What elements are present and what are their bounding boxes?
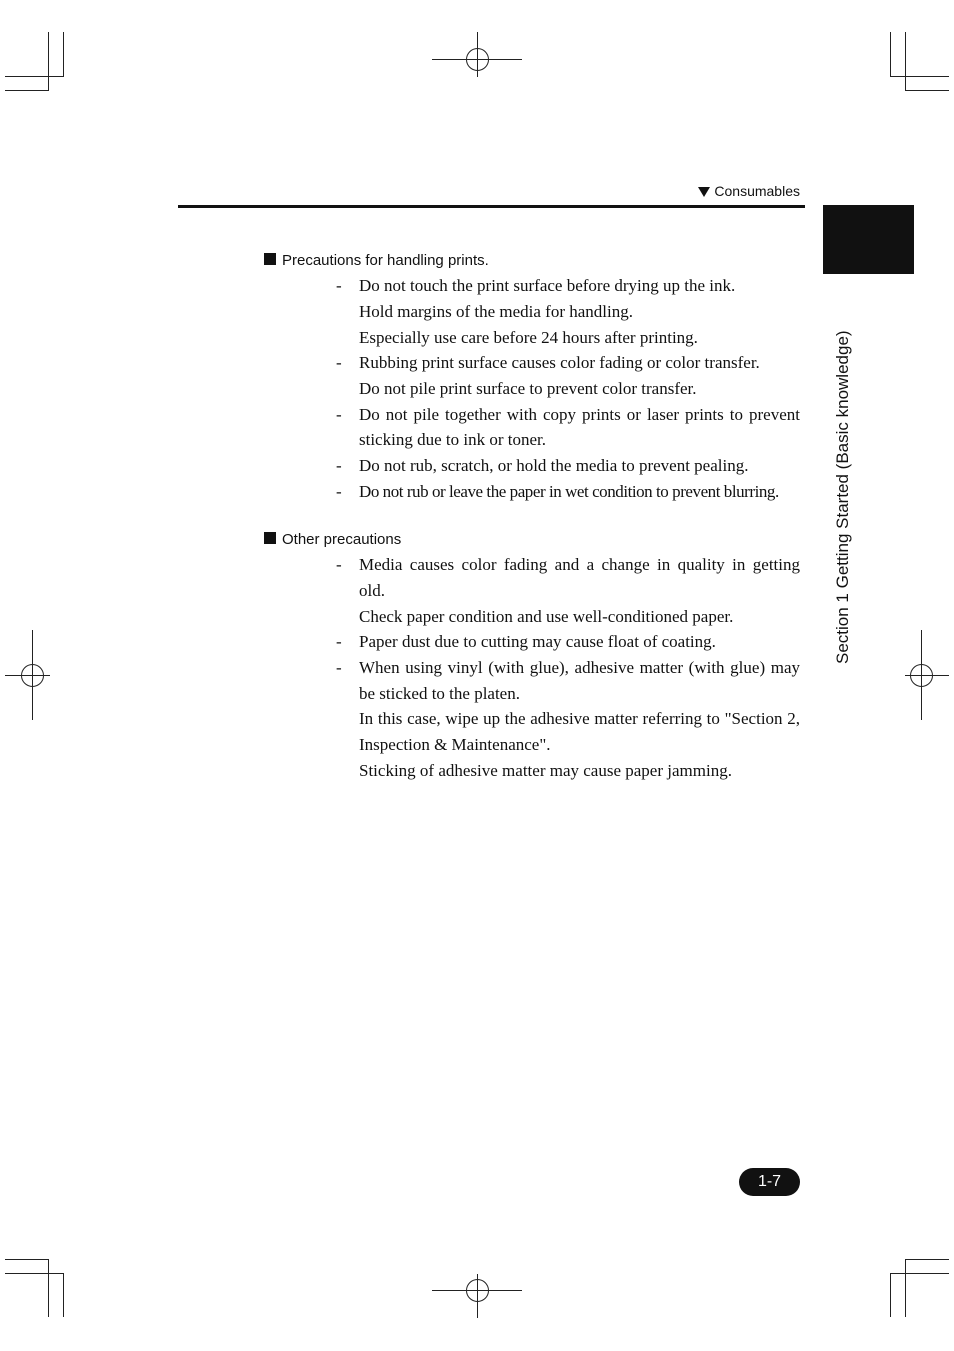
section-heading: [264, 531, 401, 548]
list-dash: -: [336, 405, 342, 424]
list-item-line: old.: [359, 581, 385, 600]
list-dash: -: [336, 456, 342, 475]
list-item-line: Sticking of adhesive matter may cause paper jamming.: [359, 761, 732, 780]
list-item-line: Do not rub or leave the paper in wet condition to prevent blurring.: [359, 482, 779, 501]
list-item-line: Media causes color fading and a change in quality in getting: [359, 555, 800, 574]
list-item-line: Especially use care before 24 hours after printing.: [359, 328, 698, 347]
header-rule: [178, 205, 805, 208]
running-header: [600, 183, 800, 199]
running-header-text: Consumables: [714, 183, 800, 199]
list-item-line: Hold margins of the media for handling.: [359, 302, 633, 321]
square-bullet-icon: [264, 532, 276, 544]
list-item-line: Do not pile together with copy prints or laser prints to prevent: [359, 405, 800, 424]
list-item-line: Paper dust due to cutting may cause float of coating.: [359, 632, 716, 651]
section-tab-block: [823, 205, 914, 274]
list-item-line: In this case, wipe up the adhesive matter referring to "Section 2,: [359, 709, 800, 728]
triangle-down-icon: [698, 187, 710, 197]
list-item-line: Do not pile print surface to prevent color transfer.: [359, 379, 697, 398]
list-dash: -: [336, 658, 342, 677]
list-item-line: be sticked to the platen.: [359, 684, 520, 703]
list-dash: -: [336, 353, 342, 372]
list-item-line: When using vinyl (with glue), adhesive matter (with glue) may: [359, 658, 800, 677]
section-heading-text: Other precautions: [282, 531, 402, 548]
list-item-line: Inspection & Maintenance".: [359, 735, 551, 754]
list-item-line: Do not touch the print surface before drying up the ink.: [359, 276, 736, 295]
list-item-line: Do not rub, scratch, or hold the media to prevent pealing.: [359, 456, 749, 475]
list-dash: -: [336, 276, 342, 295]
list-dash: -: [336, 555, 342, 574]
list-item-line: Rubbing print surface causes color fading or color transfer.: [359, 353, 760, 372]
square-bullet-icon: [264, 253, 276, 265]
section-tab-label: Section 1 Getting Started (Basic knowledge): [833, 330, 852, 664]
list-dash: -: [336, 482, 342, 501]
list-item-line: Check paper condition and use well-conditioned paper.: [359, 607, 734, 626]
list-dash: -: [336, 632, 342, 651]
list-item-line: sticking due to ink or toner.: [359, 430, 546, 449]
section-heading-text: Precautions for handling prints.: [282, 252, 489, 269]
section-heading: [264, 252, 489, 269]
page-number: 1-7: [739, 1168, 800, 1196]
